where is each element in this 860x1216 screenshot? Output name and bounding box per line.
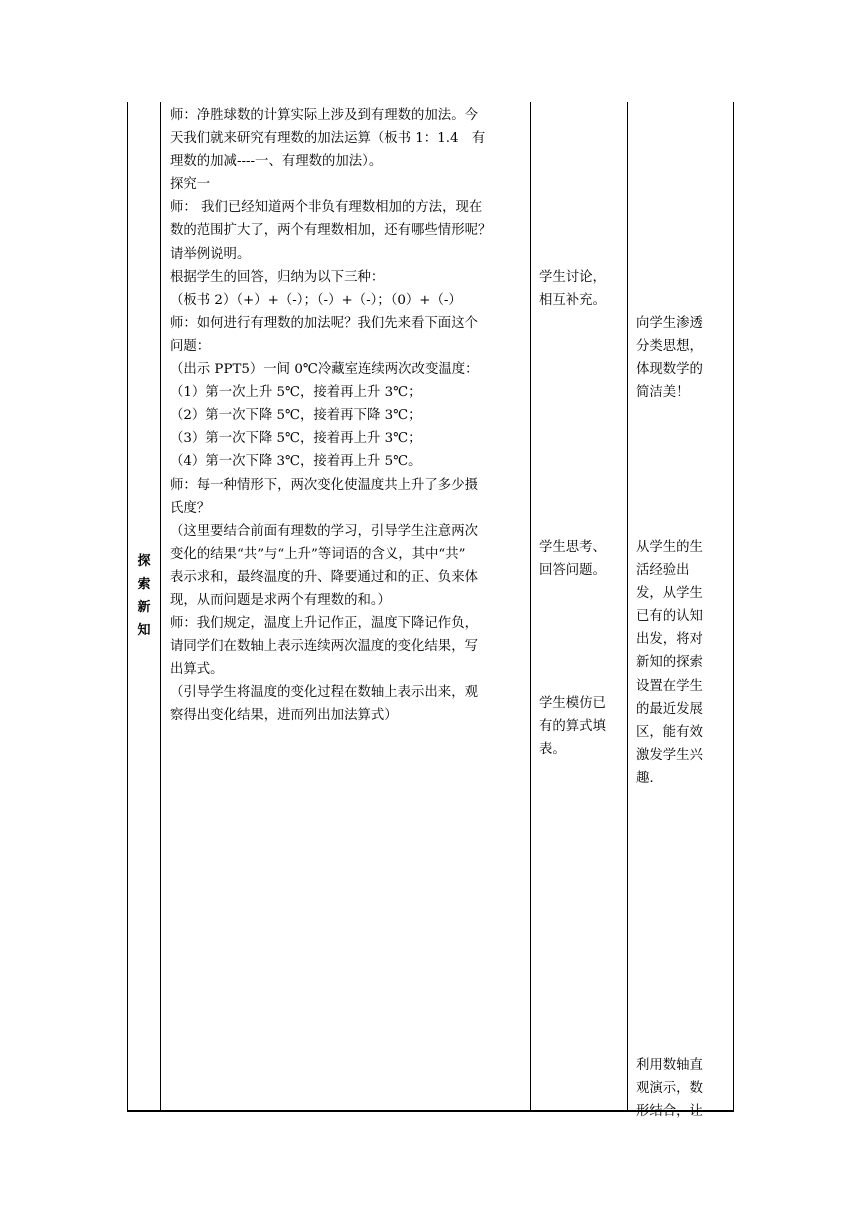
intent-note-line: 已有的认知 bbox=[636, 609, 703, 625]
intent-note-line: 观演示，数 bbox=[636, 1081, 703, 1097]
teacher-line: 表示求和，最终温度的升、降要通过和的正、负来体 bbox=[170, 569, 478, 585]
intent-note-line: 简洁美！ bbox=[636, 385, 690, 401]
teacher-line: 师：如何进行有理数的加法呢？我们先来看下面这个 bbox=[170, 315, 478, 331]
intent-note bbox=[636, 536, 728, 790]
teacher-line: 师：净胜球数的计算实际上涉及到有理数的加法。今 bbox=[170, 108, 478, 123]
teacher-line: 理数的加减----一、有理数的加法）。 bbox=[170, 154, 383, 170]
intent-note-line: 分类思想， bbox=[636, 339, 703, 355]
teacher-line: 师： 我们已经知道两个非负有理数相加的方法，现在 bbox=[170, 200, 483, 216]
section-label-char: 探 bbox=[137, 554, 151, 569]
student-note bbox=[539, 266, 625, 312]
section-label-char: 新 bbox=[137, 600, 151, 615]
intent-note-line: 出发，将对 bbox=[636, 632, 703, 648]
teacher-line: （引导学生将温度的变化过程在数轴上表示出来，观 bbox=[170, 685, 478, 701]
student-note-line: 学生思考、 bbox=[539, 540, 606, 555]
student-note-line: 有的算式填 bbox=[539, 719, 606, 735]
intent-note-line: 设置在学生 bbox=[636, 678, 703, 694]
teacher-line: （板书 2）（+）+（-）；（-）+（-）；（0）+（-） bbox=[170, 292, 462, 308]
table-divider-section bbox=[160, 102, 161, 1111]
table-divider-teacher bbox=[530, 102, 531, 1111]
teacher-line: （2）第一次下降 5℃，接着再下降 3℃； bbox=[170, 408, 422, 424]
intent-note bbox=[636, 312, 728, 404]
student-note bbox=[539, 536, 625, 582]
intent-note-line: 区，能有效 bbox=[636, 724, 703, 740]
intent-note-line: 体现数学的 bbox=[636, 362, 703, 378]
teacher-line: 天我们就来研究有理数的加法运算（板书 1：1.4 有 bbox=[170, 131, 486, 147]
intent-note-line: 发，从学生 bbox=[636, 586, 703, 602]
intent-note-line: 的最近发展 bbox=[636, 701, 703, 717]
teacher-line: 探究一 bbox=[170, 177, 211, 193]
section-label bbox=[128, 550, 160, 642]
teacher-line: （4）第一次下降 3℃，接着再上升 5℃。 bbox=[170, 454, 422, 470]
teacher-line: 察得出变化结果，进而列出加法算式） bbox=[170, 708, 398, 724]
teacher-line: 出算式。 bbox=[170, 662, 224, 678]
teacher-line: 数的范围扩大了，两个有理数相加，还有哪些情形呢？ bbox=[170, 223, 492, 239]
teacher-line: （3）第一次下降 5℃，接着再上升 3℃； bbox=[170, 431, 422, 447]
table-border-right bbox=[733, 102, 734, 1111]
teacher-line: 变化的结果“共”与“上升”等词语的含义，其中“共” bbox=[170, 546, 466, 562]
teacher-line: 师：我们规定，温度上升记作正，温度下降记作负， bbox=[170, 616, 478, 632]
intent-note bbox=[636, 1054, 728, 1123]
intent-note-line: 从学生的生 bbox=[636, 540, 703, 555]
student-note bbox=[539, 692, 625, 761]
intent-note-line: 利用数轴直 bbox=[636, 1058, 703, 1073]
teacher-line: 根据学生的回答，归纳为以下三种： bbox=[170, 269, 385, 285]
teacher-line: 师：每一种情形下，两次变化使温度共上升了多少摄 bbox=[170, 477, 478, 493]
teacher-line: 请同学们在数轴上表示连续两次温度的变化结果，写 bbox=[170, 639, 478, 655]
section-label-char: 知 bbox=[137, 623, 151, 638]
teacher-line: 现，从而问题是求两个有理数的和。） bbox=[170, 592, 391, 608]
intent-note-line: 激发学生兴 bbox=[636, 747, 703, 763]
teacher-line: （出示 PPT5）一间 0℃冷藏室连续两次改变温度： bbox=[170, 362, 479, 378]
teacher-line: （这里要结合前面有理数的学习，引导学生注意两次 bbox=[170, 523, 478, 539]
student-note-line: 相互补充。 bbox=[539, 293, 606, 309]
table-divider-student bbox=[627, 102, 628, 1111]
intent-note-line: 趣. bbox=[636, 770, 654, 786]
intent-note-line: 活经验出 bbox=[636, 563, 690, 579]
student-note-line: 回答问题。 bbox=[539, 563, 606, 579]
section-label-char: 索 bbox=[137, 577, 151, 592]
student-note-line: 表。 bbox=[539, 742, 566, 758]
teacher-line: 问题： bbox=[170, 338, 211, 354]
teacher-line: 氏度？ bbox=[170, 500, 211, 516]
intent-note-line: 形结合，让 bbox=[636, 1104, 703, 1120]
student-note-line: 学生模仿已 bbox=[539, 696, 606, 711]
teacher-line: （1）第一次上升 5℃，接着再上升 3℃； bbox=[170, 385, 422, 401]
intent-note-line: 新知的探索 bbox=[636, 655, 703, 671]
intent-note-line: 向学生渗透 bbox=[636, 316, 703, 331]
teacher-line: 请举例说明。 bbox=[170, 246, 251, 262]
teacher-activity-column bbox=[170, 104, 526, 728]
student-note-line: 学生讨论， bbox=[539, 270, 606, 285]
intent-note-clipped-region bbox=[630, 1049, 734, 1120]
